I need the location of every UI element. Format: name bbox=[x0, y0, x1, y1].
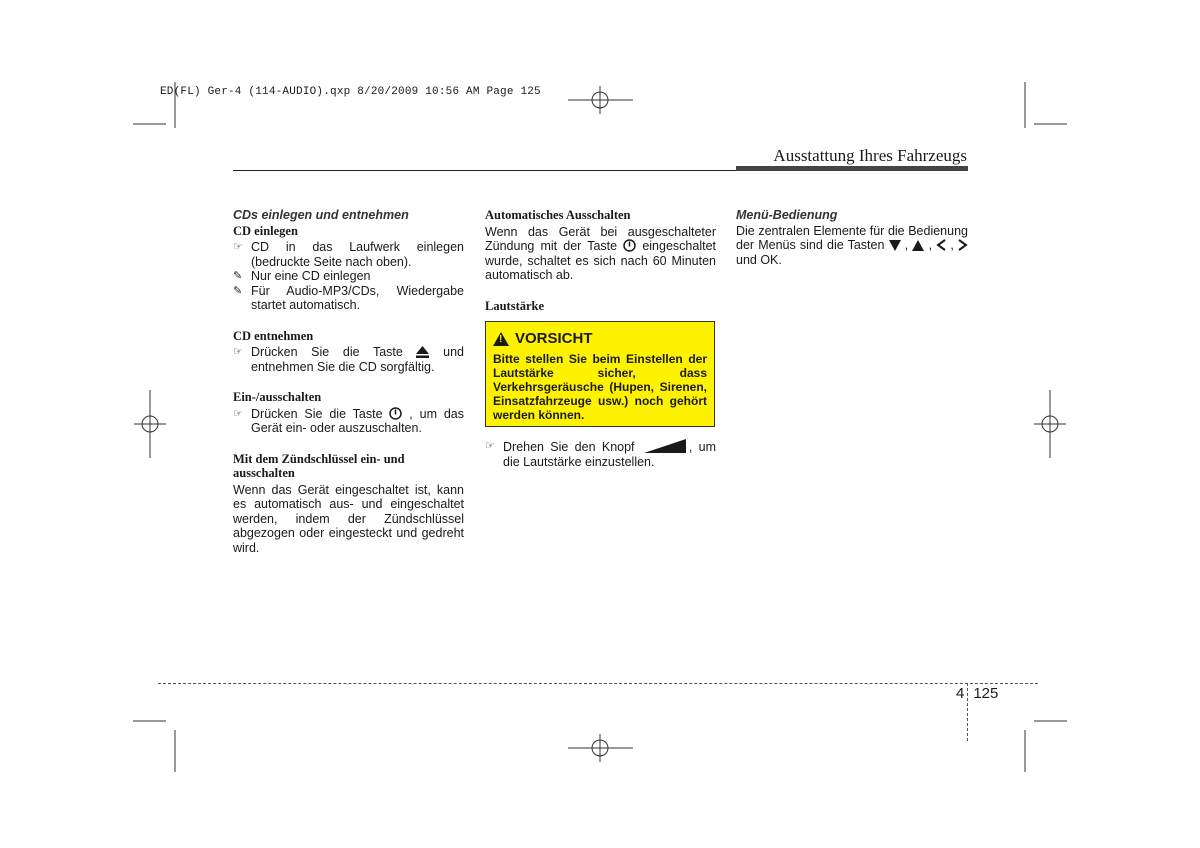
list-item: ☞ CD in das Laufwerk einlegen (bedruckte Seite nach oben). bbox=[233, 240, 464, 269]
auto-off-text: Wenn das Gerät bei ausgeschalteter Zündung mit der Taste eingeschaltet wurde, schaltet es sich nach 60 Minuten automatisch ab. bbox=[485, 224, 716, 282]
list-item: ☞ Drücken Sie die Taste , um das Gerät ein- oder auszuschalten. bbox=[233, 406, 464, 435]
cd-insert-title: CD einlegen bbox=[233, 223, 298, 238]
note-pencil-icon: ✎ bbox=[233, 284, 243, 297]
list-item: ✎ Für Audio-MP3/CDs, Wiedergabe startet automatisch. bbox=[233, 283, 464, 312]
volume-knob-icon bbox=[644, 439, 686, 453]
list-item: ☞ Drehen Sie den Knopf , um die Lautstärke einzustellen. bbox=[485, 440, 716, 469]
column-left bbox=[233, 208, 464, 555]
warning-triangle-icon: ! bbox=[493, 332, 509, 346]
pointing-hand-icon: ☞ bbox=[233, 241, 243, 253]
ignition-text: Wenn das Gerät eingeschaltet ist, kann es automatisch aus- und eingeschaltet werden, indem der Zündschlüssel abgezogen oder eingesteckt und gedreht wird. bbox=[233, 482, 464, 555]
caution-text: Bitte stellen Sie beim Einstellen der Lautstärke sicher, dass Verkehrsgeräusche (Hupen, Sirenen, Einsatzfahrzeuge usw.) noch gehört werden können. bbox=[493, 352, 707, 422]
power-title: Ein-/ausschalten bbox=[233, 390, 322, 404]
print-slug: ED(FL) Ger-4 (114-AUDIO).qxp 8/20/2009 10:56 AM Page 125 bbox=[160, 86, 541, 98]
arrow-right-icon bbox=[958, 239, 968, 251]
arrow-down-icon bbox=[889, 240, 901, 251]
section-heading-menu: Menü-Bedienung bbox=[736, 208, 838, 222]
eject-icon bbox=[416, 346, 429, 358]
auto-off-title: Automatisches Ausschalten bbox=[485, 208, 631, 222]
ignition-title: Mit dem Zündschlüssel ein- und ausschalten bbox=[233, 451, 405, 480]
cd-eject-title: CD entnehmen bbox=[233, 328, 314, 343]
power-icon bbox=[623, 239, 636, 252]
pointing-hand-icon: ☞ bbox=[233, 346, 243, 358]
section-heading-cds: CDs einlegen und entnehmen bbox=[233, 208, 409, 222]
volume-title: Lautstärke bbox=[485, 298, 545, 313]
volume-instruction bbox=[485, 439, 716, 469]
arrow-up-icon bbox=[912, 240, 924, 251]
power-icon bbox=[389, 407, 402, 420]
arrow-left-icon bbox=[936, 239, 946, 251]
header-rule-bar bbox=[736, 166, 968, 171]
column-middle bbox=[485, 208, 716, 315]
caution-header bbox=[493, 330, 707, 347]
footer-rule bbox=[158, 683, 1038, 684]
list-item: ☞ Drücken Sie die Taste und entnehmen Sie die CD sorgfältig. bbox=[233, 345, 464, 374]
pointing-hand-icon: ☞ bbox=[485, 440, 495, 452]
chapter-number: 4 bbox=[956, 685, 965, 702]
page-number-value: 125 bbox=[973, 685, 999, 702]
caution-title: VORSICHT bbox=[515, 330, 593, 347]
list-item: ✎ Nur eine CD einlegen bbox=[233, 269, 371, 283]
page-number bbox=[956, 685, 998, 702]
menu-text: Die zentralen Elemente für die Bedienung der Menüs sind die Tasten , , , und OK. bbox=[736, 223, 968, 267]
column-right bbox=[736, 208, 968, 267]
caution-box bbox=[485, 321, 715, 427]
page-header-title: Ausstattung Ihres Fahrzeugs bbox=[773, 146, 967, 165]
pointing-hand-icon: ☞ bbox=[233, 407, 243, 420]
note-pencil-icon: ✎ bbox=[233, 270, 243, 282]
